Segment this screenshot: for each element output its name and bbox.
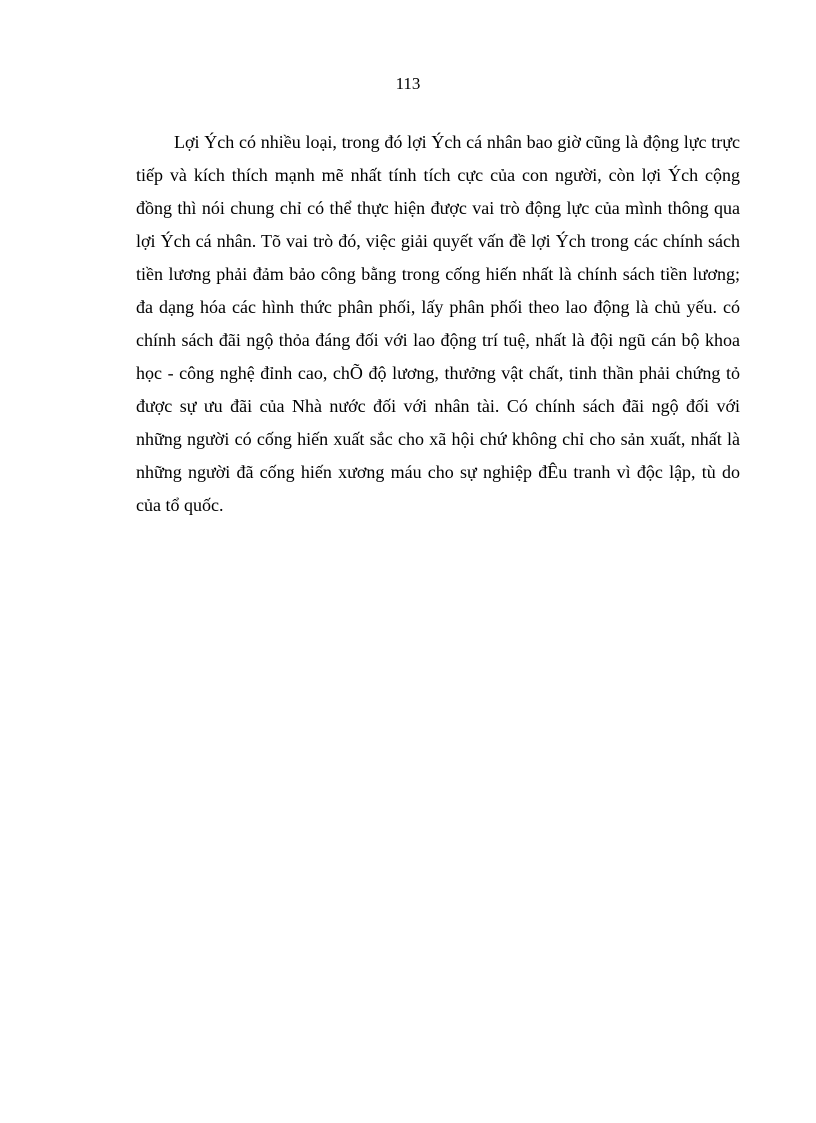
body-paragraph: Lợi Ých có nhiều loại, trong đó lợi Ých cá nhân bao giờ cũng là động lực trực tiếp và kích thích mạnh mẽ nhất tính tích cực của con người, còn lợi Ých cộng đồng thì nói chung chỉ có thể thực hiện được vai trò động lực của mình thông qua lợi Ých cá nhân. Tõ vai trò đó, việc giải quyết vấn đề lợi Ých trong các chính sách tiền lương phải đảm bảo công bằng trong cống hiến nhất là chính sách tiền lương; đa dạng hóa các hình thức phân phối, lấy phân phối theo lao động là chủ yếu. có chính sách đãi ngộ thỏa đáng đối với lao động trí tuệ, nhất là đội ngũ cán bộ khoa học - công nghệ đỉnh cao, chÕ độ lương, thưởng vật chất, tinh thần phải chứng tỏ được sự ưu đãi của Nhà nước đối với nhân tài. Có chính sách đãi ngộ đối với những người có cống hiến xuất sắc cho xã hội chứ không chỉ cho sản xuất, nhất là những người đã cống hiến xương máu cho sự nghiệp đÊu tranh vì độc lập, tù do của tổ quốc.: [136, 132, 740, 515]
page-number: 113: [395, 74, 421, 93]
